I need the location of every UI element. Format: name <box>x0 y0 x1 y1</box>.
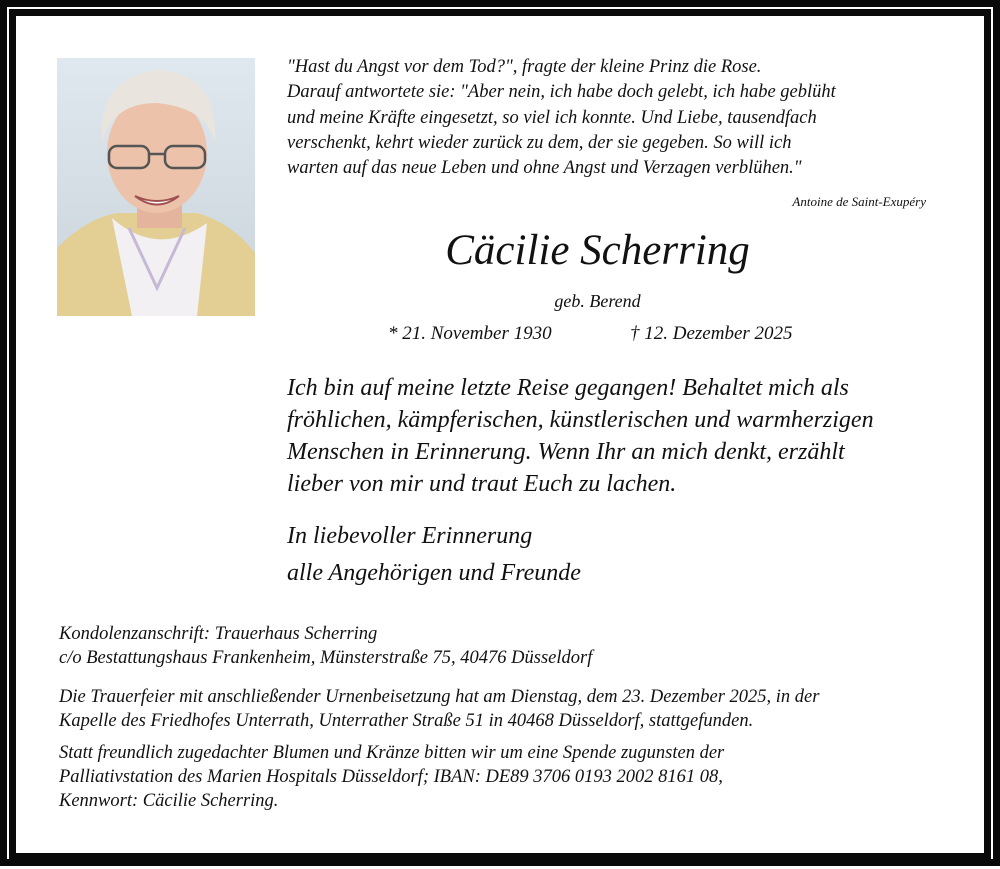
message-line: Ich bin auf meine letzte Reise gegangen! Behaltet mich als <box>287 375 849 401</box>
signature-line: In liebevoller Erinnerung <box>287 523 533 549</box>
donation-info <box>59 741 724 813</box>
footer-line: c/o Bestattungshaus Frankenheim, Münsterstraße 75, 40476 Düsseldorf <box>59 648 593 668</box>
birth-name: geb. Berend <box>554 291 641 311</box>
quote-author: Antoine de Saint-Exupéry <box>792 194 926 209</box>
footer-line: Kondolenzanschrift: Trauerhaus Scherring <box>59 624 378 644</box>
quote-line: und meine Kräfte eingesetzt, so viel ich konnte. Und Liebe, tausendfach <box>287 107 817 128</box>
deceased-name: Cäcilie Scherring <box>445 227 750 274</box>
footer-line: Kennwort: Cäcilie Scherring. <box>59 791 279 811</box>
ceremony-info <box>59 685 819 733</box>
quote-line: warten auf das neue Leben und ohne Angst und Verzagen verblühen." <box>287 158 802 179</box>
quote <box>287 55 836 181</box>
quote-line: Darauf antwortete sie: "Aber nein, ich habe doch gelebt, ich habe geblüht <box>287 82 836 103</box>
footer-line: Kapelle des Friedhofes Unterrath, Unterrather Straße 51 in 40468 Düsseldorf, stattgefunden. <box>59 711 754 731</box>
footer-line: Palliativstation des Marien Hospitals Düsseldorf; IBAN: DE89 3706 0193 2002 8161 08, <box>59 767 723 787</box>
message-line: Menschen in Erinnerung. Wenn Ihr an mich denkt, erzählt <box>287 439 845 465</box>
death-date: † 12. Dezember 2025 <box>630 323 793 344</box>
message-line: fröhlichen, kämpferischen, künstlerischen und warmherzigen <box>287 407 874 433</box>
quote-line: verschenkt, kehrt wieder zurück zu dem, der sie gegeben. So will ich <box>287 132 792 153</box>
signature <box>287 518 581 592</box>
quote-line: "Hast du Angst vor dem Tod?", fragte der kleine Prinz die Rose. <box>287 57 762 77</box>
footer-line: Die Trauerfeier mit anschließender Urnenbeisetzung hat am Dienstag, dem 23. Dezember 2025, in der <box>59 687 820 707</box>
footer-line: Statt freundlich zugedachter Blumen und Kränze bitten wir um eine Spende zugunsten der <box>59 743 725 763</box>
birth-date: * 21. November 1930 <box>388 323 552 344</box>
portrait-photo <box>57 58 255 316</box>
farewell-message <box>287 372 874 500</box>
signature-line: alle Angehörigen und Freunde <box>287 560 581 586</box>
message-line: lieber von mir und traut Euch zu lachen. <box>287 471 677 497</box>
condolence-address <box>59 622 592 670</box>
